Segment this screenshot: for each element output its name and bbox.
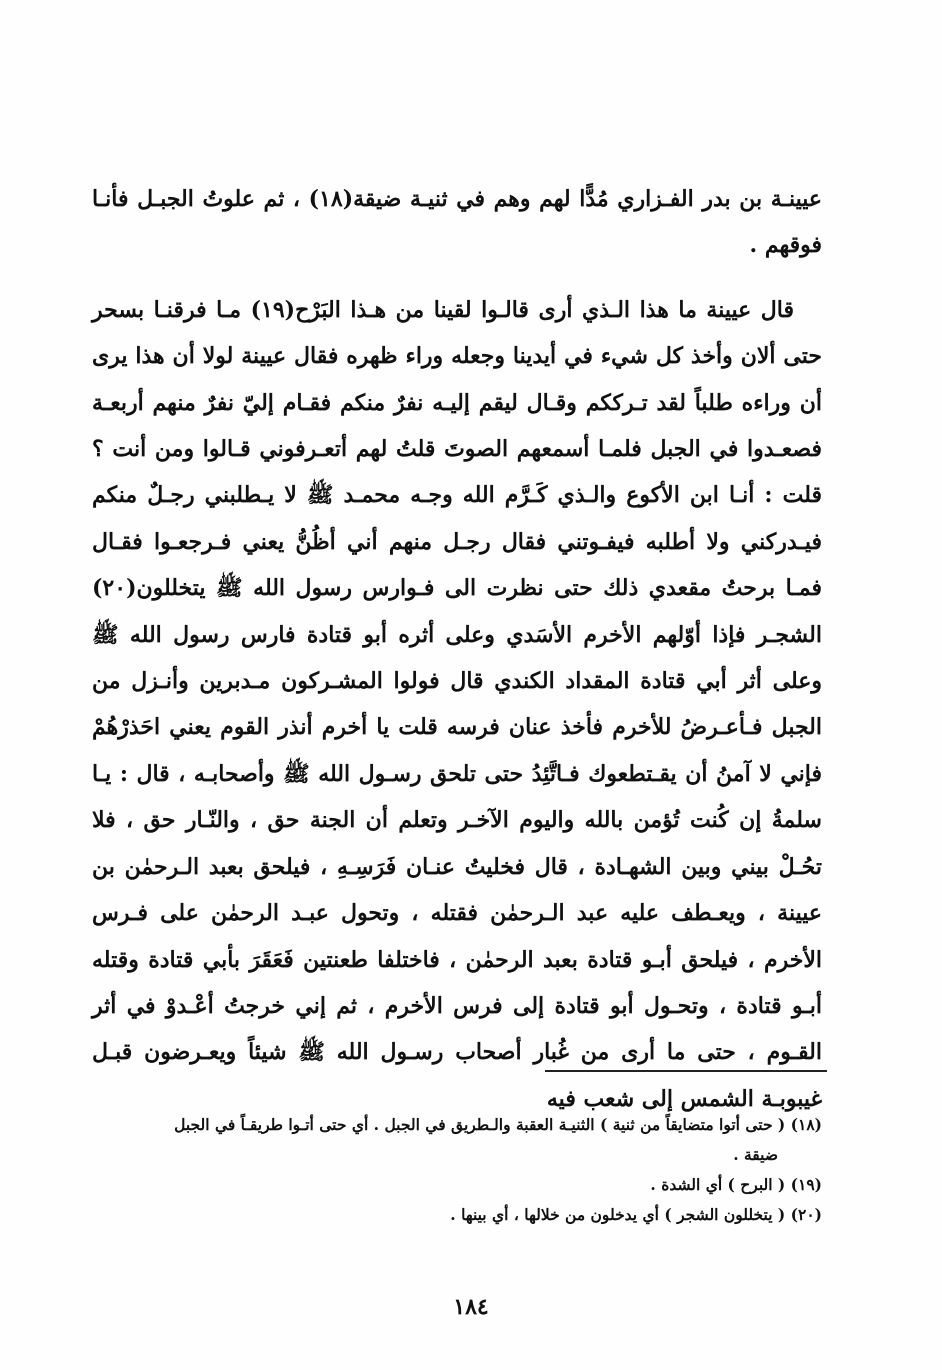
footnote-19: (١٩) ( البرح ) أي الشدة . — [650, 1175, 822, 1194]
paragraph-2: قال عيينة ما هذا الـذي أرى قالـوا لقينا من هـذا البَرْح(١٩) مـا فرقنـا بسحر حتى ألان وأخذ كل شيء في أيدينا وجعله وراء ظهره فقال عيينة لولا أن هذا يرى أن وراءه طلباً لقد تـرككم وقـال ليقم إليـه نفرٌ منكم فقـام إليّ نفرٌ منهم أربعـة فصعـدوا في الجبل فلمـا أسمعهم الصوتَ قلتُ لهم أتعـرفوني قـالوا ومن أنت ؟ قلت : أنـا ابن الأكوع والـذي كَـرَّم الله وجـه محمـد ﷺ لا يـطلبني رجـلٌ منكم فيـدركني ولا أطلبه فيفـوتني فقال رجـل منهم أني أظُنُّ يعني فـرجعـوا فقـال فمـا برحتُ مقعدي ذلك حتى نظرت الى فـوارس رسول الله ﷺ يتخللون(٢٠) الشجـر فإذا أوّلهم الأخرم الأسَدي وعلى أثره أبو قتادة فارس رسول الله ﷺ وعلى أثر أبي قتادة المقداد الكندي قال فولوا المشـركون مـدبرين وأنـزل من الجبل فـأعـرضُ للأخرم فأخذ عنان فرسه قلت يا أخرم أنذر القوم يعني احَذرْهُمْ فإني لا آمنُ أن يقـتطعوك فـاتَّئِدُ حتى تلحق رسـول الله ﷺ وأصحابـه ، قال : يـا سلمةُ إن كُنت تُؤمن بالله واليوم الآخـر وتعلم أن الجنة حق ، والنّـار حق ، فلا تحُـلْ بيني وبين الشهـادة ، قال فخليتُ عنـان فَرَسِـهِ ، فيلحق بعبد الـرحمٰن بن عيينة ، ويعـطف عليه عبد الـرحمٰن فقتله ، وتحول عبـد الرحمٰن على فـرس الأخرم ، فيلحق أبـو قتادة بعبد الرحمٰن ، فاختلفا طعنتين فَعَقَرَ بأبي قتادة وقتله أبـو قتادة ، وتحـول أبو قتادة إلى فرس الأخرم ، ثم إني خرجتُ أعْـدوْ في أثر القـوم ، حتى ما أرى من غُبار أصحاب رسـول الله ﷺ شيئاً ويعـرضون قبـل غيبوبـة الشمس إلى شعب فيه — [92, 296, 822, 1112]
footnote-18-continuation: ضيقة . — [733, 1145, 778, 1164]
paragraph-1: عيينـة بن بدر الفـزاري مُدًّا لهم وهم في ثنيـة ضيقة(١٨) ، ثم علوتُ الجبـل فأنـا فوقهم . — [92, 186, 823, 259]
page-number: ١٨٤ — [453, 1294, 489, 1320]
main-text-body — [92, 176, 822, 1122]
footnote-separator — [545, 1070, 827, 1072]
footnote-18: (١٨) ( حتى أتوا متضايقاً من ثنية ) الثنيـة العقبة والـطريق في الجبل . أي حتى أتـوا طريقـاً في الجبل — [174, 1115, 822, 1134]
footnotes — [92, 1110, 822, 1230]
footnote-20: (٢٠) ( يتخللون الشجر ) أي يدخلون من خلالها ، أي بينها . — [450, 1205, 822, 1224]
